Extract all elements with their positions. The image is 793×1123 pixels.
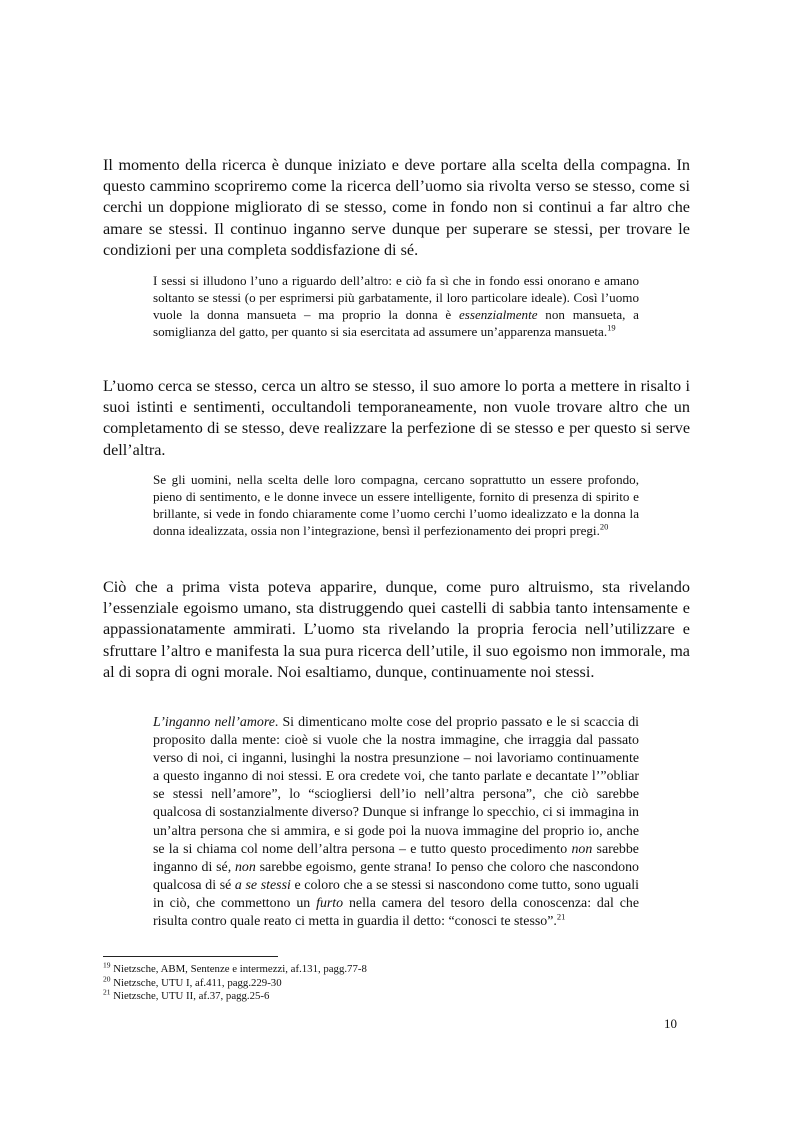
body-paragraph-3: Ciò che a prima vista poteva apparire, dunque, come puro altruismo, sta rivelando l’essenziale egoismo umano, sta distruggendo quei castelli di sabbia tanto intensamente e appassionatamente ammirati. L’uomo sta rivelando la propria ferocia nell’utilizzare e sfruttare l’altro e manifesta la sua pura ricerca dell’utile, il suo egoismo non immorale, ma al di sopra di ogni morale. Noi esaltiamo, dunque, continuamente noi stessi.	[103, 578, 690, 681]
page-number: 10	[664, 1016, 677, 1031]
quote-italic-text: a se stessi	[234, 877, 291, 893]
block-quote-2	[153, 472, 639, 540]
footnotes	[103, 960, 623, 1004]
footnote-ref-19: 19	[607, 322, 616, 333]
footnote-20	[103, 973, 623, 991]
quote-italic-text: non	[234, 859, 256, 875]
block-quote-3	[153, 714, 639, 931]
quote-italic-text: non	[571, 841, 593, 857]
footnote-number: 21	[103, 987, 111, 997]
quote-italic-text: essenzialmente	[458, 306, 538, 322]
footnote-separator	[103, 956, 278, 957]
footnote-number: 20	[103, 973, 111, 983]
footnote-ref-21: 21	[556, 911, 566, 922]
quote-title: L’inganno nell’amore	[153, 715, 275, 730]
block-quote-1	[153, 273, 639, 341]
quote-italic-text: furto	[316, 895, 344, 911]
body-paragraph-1: Il momento della ricerca è dunque iniziato e deve portare alla scelta della compagna. In questo cammino scopriremo come la ricerca dell’uomo sia rivolta verso se stesso, come si cerchi un doppione migliorato di se stesso, come in fondo non si continui a far altro che amare se stessi. Il continuo inganno serve dunque per superare se stessi, per trovare le condizioni per una completa soddisfazione di sé.	[103, 156, 690, 259]
footnote-ref-20: 20	[599, 521, 609, 532]
footnote-text: Nietzsche, UTU I, af.411, pagg.229-30	[110, 976, 282, 989]
quote-text: e coloro che a se stessi si nascondono come tutto, sono uguali in ciò, che commettono un	[153, 877, 639, 911]
footnote-text: Nietzsche, ABM, Sentenze e intermezzi, af.131, pagg.77-8	[110, 963, 367, 975]
footnote-number: 19	[103, 960, 111, 970]
quote-text: sarebbe egoismo, gente strana! Io penso che coloro che nascondono qualcosa di sé	[153, 859, 639, 893]
quote-text: sarebbe inganno di sé,	[153, 841, 639, 875]
quote-text: nella camera del tesoro della conoscenza: dal che risulta contro quale reato ci metta in guardia il detto: “conosci te stesso”.	[153, 895, 639, 930]
quote-text: . Si dimenticano molte cose del proprio passato e le si scaccia di proposito dalla mente: cioè si vuole che la nostra immagine, che irraggia dal passato verso di noi, ci inganni, lusinghi la nostra presunzione – noi lavoriamo continuamente a questo inganno di noi stessi. E ora credete voi, che tanto parlate e decantate l’”obliar se stessi nell’amore”, lo “sciogliersi dell’io nell’altra persona”, che ciò sarebbe qualcosa di sostanzialmente diverso? Dunque si infrange lo specchio, ci si immagina in un’altra persona che si ammira, e si gode poi la nuova immagine del proprio io, anche se la si chiama col nome dell’altra persona – e tutto questo procedimento	[153, 715, 639, 857]
body-paragraph-2: L’uomo cerca se stesso, cerca un altro se stesso, il suo amore lo porta a mettere in risalto i suoi istinti e sentimenti, occultandoli temporaneamente, non vuole trovare altro che un completamento di se stesso, deve realizzare la perfezione di se stesso e per questo si serve dell’altra.	[103, 377, 690, 459]
footnote-text: Nietzsche, UTU II, af.37, pagg.25-6	[110, 990, 270, 1002]
quote-text: I sessi si illudono l’uno a riguardo dell’altro: e ciò fa sì che in fondo essi onorano e amano soltanto se stessi (o per esprimersi più garbatamente, il loro particolare ideale). Così l’uomo vuole la donna mansueta – ma proprio la donna è	[153, 273, 639, 322]
quote-text: Se gli uomini, nella scelta delle loro compagna, cercano soprattutto un essere profondo, pieno di sentimento, e le donne invece un essere intelligente, fornito di presenza di spirito e brillante, si vede in fondo chiaramente come l’uomo cerchi l’uomo idealizzato e la donna la donna idealizzata, ossia non l’integrazione, bensì il perfezionamento dei propri pregi.	[153, 472, 639, 538]
quote-text: non mansueta, a somiglianza del gatto, per quanto si sia esercitata ad assumere un’apparenza mansueta.	[153, 306, 639, 339]
footnote-19	[103, 960, 623, 977]
footnote-21	[103, 987, 623, 1004]
